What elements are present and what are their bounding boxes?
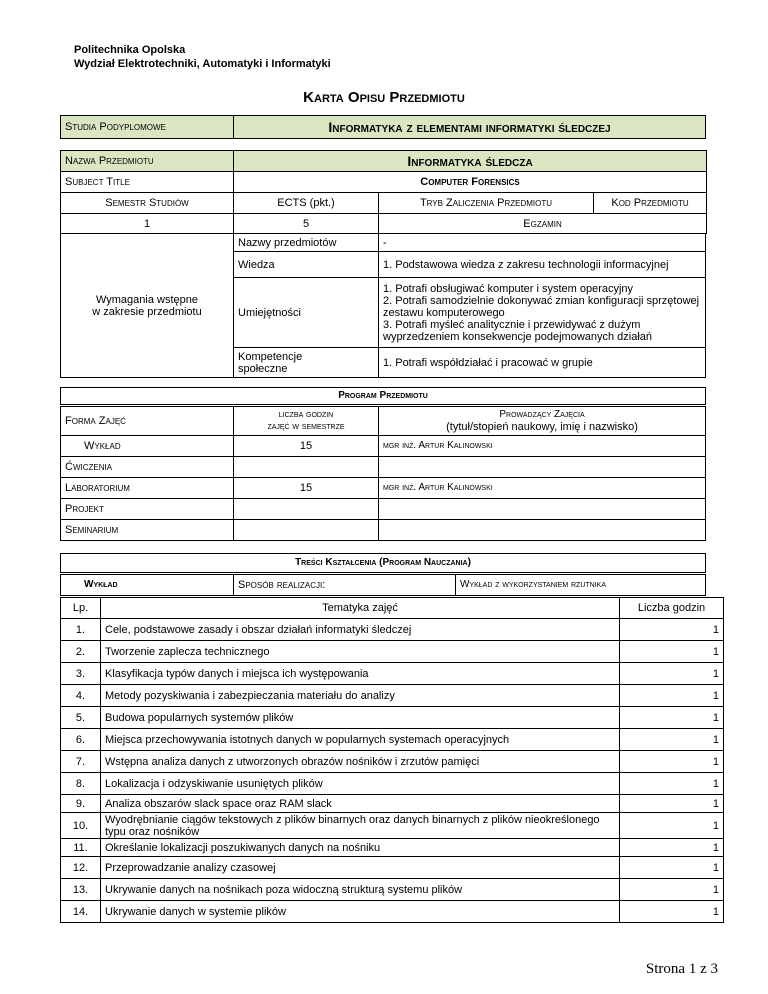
semester-value: 1 (61, 214, 234, 234)
subject-title-value: Computer Forensics (234, 172, 707, 193)
topic-text: Ukrywanie danych w systemie plików (101, 901, 620, 923)
hours-label: liczba godzin zajęć w semestrze (234, 406, 379, 436)
topic-text: Budowa popularnych systemów plików (101, 707, 620, 729)
faculty-name: Wydział Elektrotechniki, Automatyki i Informatyki (74, 58, 331, 70)
method-label: Sposób realizacji: (234, 574, 456, 596)
program-teacher-lecture: mgr inż. Artur Kalinowski (379, 436, 706, 457)
studies-table (60, 115, 706, 139)
mode-value: Egzamin (379, 214, 707, 234)
topic-hours: 1 (620, 751, 724, 773)
topic-hours: 1 (620, 619, 724, 641)
topic-lp: 12. (61, 857, 101, 879)
req-label-knowledge: Wiedza (234, 252, 379, 278)
topic-lp: 14. (61, 901, 101, 923)
topic-lp: 13. (61, 879, 101, 901)
content-header-table (60, 553, 706, 596)
req-label-skills: Umiejętności (234, 278, 379, 348)
program-title: Program Przedmiotu (61, 388, 706, 406)
teacher-label: Prowadzący Zajęcia (499, 409, 585, 420)
code-label: Kod Przedmiotu (594, 193, 707, 214)
ects-label: ECTS (pkt.) (234, 193, 379, 214)
topic-hours: 1 (620, 773, 724, 795)
document-title: Karta Opisu Przedmiotu (303, 89, 465, 106)
col-hours-header: Liczba godzin (620, 598, 724, 619)
program-row-exercises: Ćwiczenia (61, 457, 234, 478)
topic-lp: 3. (61, 663, 101, 685)
topic-text: Klasyfikacja typów danych i miejsca ich występowania (101, 663, 620, 685)
topic-lp: 8. (61, 773, 101, 795)
program-hours-lecture: 15 (234, 436, 379, 457)
program-teacher-exercises (379, 457, 706, 478)
program-hours-exercises (234, 457, 379, 478)
topic-text: Określanie lokalizacji poszukiwanych danych na nośniku (101, 839, 620, 857)
topic-hours: 1 (620, 857, 724, 879)
topic-lp: 11. (61, 839, 101, 857)
topic-hours: 1 (620, 901, 724, 923)
topic-text: Analiza obszarów slack space oraz RAM slack (101, 795, 620, 813)
program-hours-laboratory: 15 (234, 478, 379, 499)
program-teacher-seminar (379, 520, 706, 541)
topic-text: Przeprowadzanie analizy czasowej (101, 857, 620, 879)
topic-hours: 1 (620, 879, 724, 901)
program-row-seminar: Seminarium (61, 520, 234, 541)
mode-label: Tryb Zaliczenia Przedmiotu (379, 193, 594, 214)
topic-hours: 1 (620, 641, 724, 663)
col-lp-header: Lp. (61, 598, 101, 619)
course-name-label: Nazwa Przedmiotu (61, 151, 234, 172)
topic-text: Wyodrębnianie ciągów tekstowych z plików binarnych oraz danych binarnych z plików nieokreślonego typu oraz nośników (101, 813, 620, 839)
program-hours-project (234, 499, 379, 520)
program-teacher-laboratory: mgr inż. Artur Kalinowski (379, 478, 706, 499)
teacher-sublabel: (tytuł/stopień naukowy, imię i nazwisko) (446, 421, 638, 433)
program-hours-seminar (234, 520, 379, 541)
topic-text: Miejsca przechowywania istotnych danych w popularnych systemach operacyjnych (101, 729, 620, 751)
req-label-social: Kompetencje społeczne (234, 348, 379, 378)
topic-text: Lokalizacja i odzyskiwanie usuniętych plików (101, 773, 620, 795)
semester-label: Semestr Studiów (61, 193, 234, 214)
requirements-label: Wymagania wstępne w zakresie przedmiotu (61, 234, 234, 378)
program-teacher-project (379, 499, 706, 520)
topic-hours: 1 (620, 663, 724, 685)
req-value-courses: - (379, 234, 706, 252)
program-row-project: Projekt (61, 499, 234, 520)
topic-lp: 4. (61, 685, 101, 707)
requirements-table (60, 233, 706, 378)
col-topic-header: Tematyka zajęć (101, 598, 620, 619)
topic-text: Tworzenie zaplecza technicznego (101, 641, 620, 663)
topic-lp: 7. (61, 751, 101, 773)
studies-label: Studia Podyplomowe (61, 116, 234, 139)
topic-text: Wstępna analiza danych z utworzonych obrazów nośników i zrzutów pamięci (101, 751, 620, 773)
topic-lp: 5. (61, 707, 101, 729)
content-title: Treści Kształcenia (Program Nauczania) (61, 554, 706, 574)
topic-hours: 1 (620, 729, 724, 751)
content-lecture-label: Wykład (61, 574, 234, 596)
req-value-knowledge: 1. Podstawowa wiedza z zakresu technologii informacyjnej (379, 252, 706, 278)
program-row-laboratory: Laboratorium (61, 478, 234, 499)
topic-hours: 1 (620, 839, 724, 857)
topic-text: Cele, podstawowe zasady i obszar działań informatyki śledczej (101, 619, 620, 641)
topic-hours: 1 (620, 813, 724, 839)
topic-hours: 1 (620, 685, 724, 707)
institution-name: Politechnika Opolska (74, 44, 186, 56)
program-row-lecture: Wykład (61, 436, 234, 457)
topics-table (60, 597, 724, 923)
req-label-courses: Nazwy przedmiotów (234, 234, 379, 252)
topic-lp: 1. (61, 619, 101, 641)
topic-lp: 9. (61, 795, 101, 813)
program-table (60, 387, 706, 541)
req-value-social: 1. Potrafi współdziałać i pracować w grupie (379, 348, 706, 378)
subject-title-label: Subject Title (61, 172, 234, 193)
studies-value: Informatyka z elementami informatyki śledczej (234, 116, 706, 139)
topic-lp: 2. (61, 641, 101, 663)
topic-text: Metody pozyskiwania i zabezpieczania materiału do analizy (101, 685, 620, 707)
method-value: Wykład z wykorzystaniem rzutnika (456, 574, 706, 596)
topic-text: Ukrywanie danych na nośnikach poza widoczną strukturą systemu plików (101, 879, 620, 901)
req-value-skills: 1. Potrafi obsługiwać komputer i system operacyjny 2. Potrafi samodzielnie dokonywać zmian konfiguracji sprzętowej zestawu komputerowego 3. Potrafi myśleć analitycznie i przewidywać z dużym wyprzedzeniem konsekwencje podejmowanych działań (379, 278, 706, 348)
topic-hours: 1 (620, 707, 724, 729)
topic-lp: 6. (61, 729, 101, 751)
topic-lp: 10. (61, 813, 101, 839)
form-label: Forma Zajęć (61, 406, 234, 436)
course-table (60, 150, 707, 234)
page-number: Strona 1 z 3 (645, 961, 718, 977)
ects-value: 5 (234, 214, 379, 234)
course-name-value: Informatyka śledcza (234, 151, 707, 172)
topic-hours: 1 (620, 795, 724, 813)
